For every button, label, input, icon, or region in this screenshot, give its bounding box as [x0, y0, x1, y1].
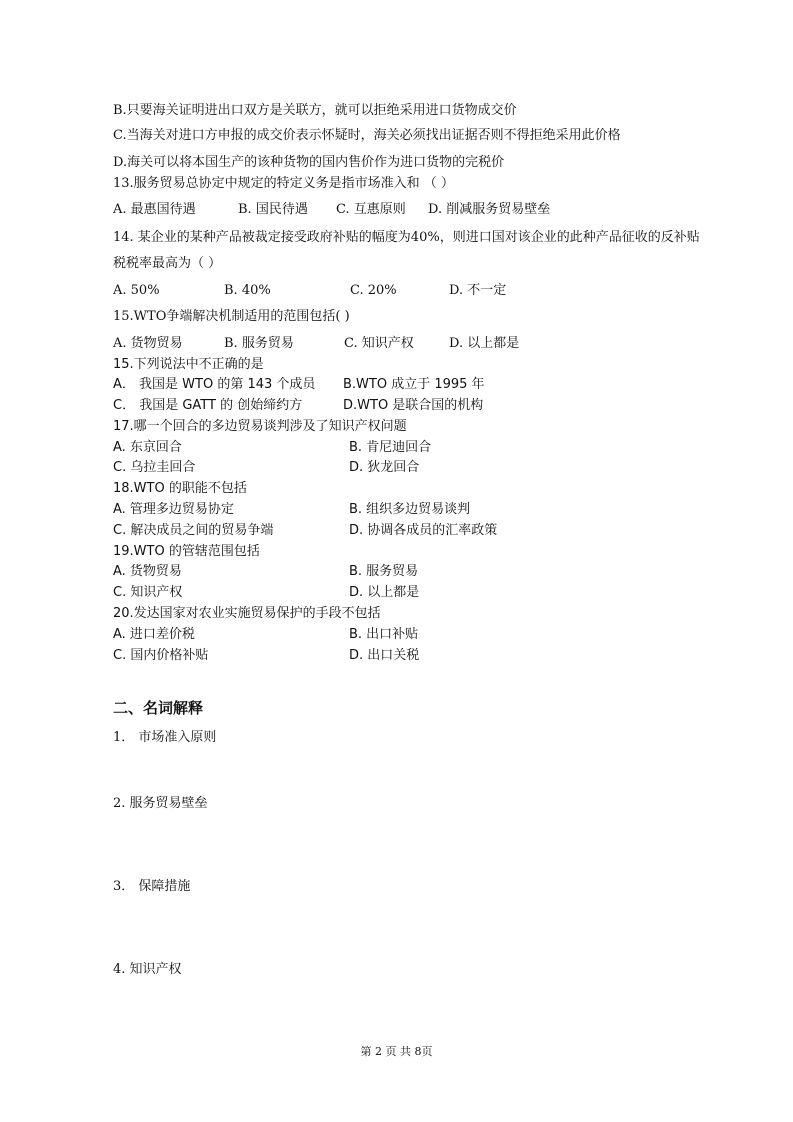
q13-option-c: C. 互惠原则: [336, 202, 406, 217]
q15b-option-d: D.WTO 是联合国的机构: [343, 398, 484, 413]
section-title: 二、名词解释: [113, 699, 204, 717]
term-item-3: 3． 保障措施: [113, 879, 191, 894]
page-footer: 第 2 页 共 8页: [360, 1045, 433, 1058]
question-20-stem: 20.发达国家对农业实施贸易保护的手段不包括: [113, 606, 381, 621]
q19-option-a: A. 货物贸易: [113, 564, 182, 579]
q20-option-d: D. 出口关税: [349, 648, 420, 663]
question-15b-stem: 15.下列说法中不正确的是: [113, 357, 264, 372]
question-15-stem: 15.WTO争端解决机制适用的范围包括( ): [113, 309, 350, 324]
q18-option-d: D. 协调各成员的汇率政策: [349, 523, 498, 538]
q14-option-c: C. 20%: [350, 283, 397, 298]
q19-option-b: B. 服务贸易: [349, 564, 419, 579]
q14-option-d: D. 不一定: [449, 283, 507, 298]
q14-option-a: A. 50%: [113, 283, 160, 298]
term-item-2: 2. 服务贸易壁垒: [113, 796, 208, 811]
q20-option-c: C. 国内价格补贴: [113, 648, 209, 663]
question-13-stem: 13.服务贸易总协定中规定的特定义务是指市场准入和 （ ）: [113, 176, 454, 191]
option-line-c: C.当海关对进口方申报的成交价表示怀疑时，海关必须找出证据否则不得拒绝采用此价格: [113, 128, 621, 143]
question-14-stem-cont: 税税率最高为（ ）: [113, 256, 222, 271]
q17-option-a: A. 东京回合: [113, 440, 182, 455]
q14-option-b: B. 40%: [224, 283, 271, 298]
q13-option-d: D. 削减服务贸易壁垒: [428, 202, 551, 217]
q15-option-d: D. 以上都是: [449, 336, 520, 351]
q19-option-c: C. 知识产权: [113, 585, 183, 600]
q13-option-a: A. 最惠国待遇: [113, 202, 196, 217]
question-14-stem: 14. 某企业的某种产品被裁定接受政府补贴的幅度为40%，则进口国对该企业的此种产品征收的反补贴: [113, 230, 700, 245]
q18-option-c: C. 解决成员之间的贸易争端: [113, 523, 274, 538]
q15b-option-b: B.WTO 成立于 1995 年: [343, 377, 485, 392]
term-item-1: 1． 市场准入原则: [113, 730, 217, 745]
q15-option-c: C. 知识产权: [344, 336, 414, 351]
q15b-option-c: C． 我国是 GATT 的 创始缔约方: [113, 398, 303, 413]
question-17-stem: 17.哪一个回合的多边贸易谈判涉及了知识产权问题: [113, 419, 407, 434]
q13-option-b: B. 国民待遇: [238, 202, 308, 217]
q19-option-d: D. 以上都是: [349, 585, 420, 600]
q17-option-d: D. 狄龙回合: [349, 460, 420, 475]
q20-option-b: B. 出口补贴: [349, 627, 419, 642]
q17-option-b: B. 肯尼迪回合: [349, 440, 432, 455]
q15-option-b: B. 服务贸易: [224, 336, 294, 351]
q15-option-a: A. 货物贸易: [113, 336, 183, 351]
q15b-option-a: A． 我国是 WTO 的第 143 个成员: [113, 377, 316, 392]
term-item-4: 4. 知识产权: [113, 962, 182, 977]
q18-option-b: B. 组织多边贸易谈判: [349, 502, 471, 517]
question-19-stem: 19.WTO 的管辖范围包括: [113, 544, 260, 559]
option-line-d: D.海关可以将本国生产的该种货物的国内售价作为进口货物的完税价: [113, 155, 505, 170]
question-18-stem: 18.WTO 的职能不包括: [113, 481, 247, 496]
option-line-b: B.只要海关证明进出口双方是关联方，就可以拒绝采用进口货物成交价: [113, 103, 517, 118]
q20-option-a: A. 进口差价税: [113, 627, 195, 642]
q18-option-a: A. 管理多边贸易协定: [113, 502, 234, 517]
q17-option-c: C. 乌拉圭回合: [113, 460, 196, 475]
